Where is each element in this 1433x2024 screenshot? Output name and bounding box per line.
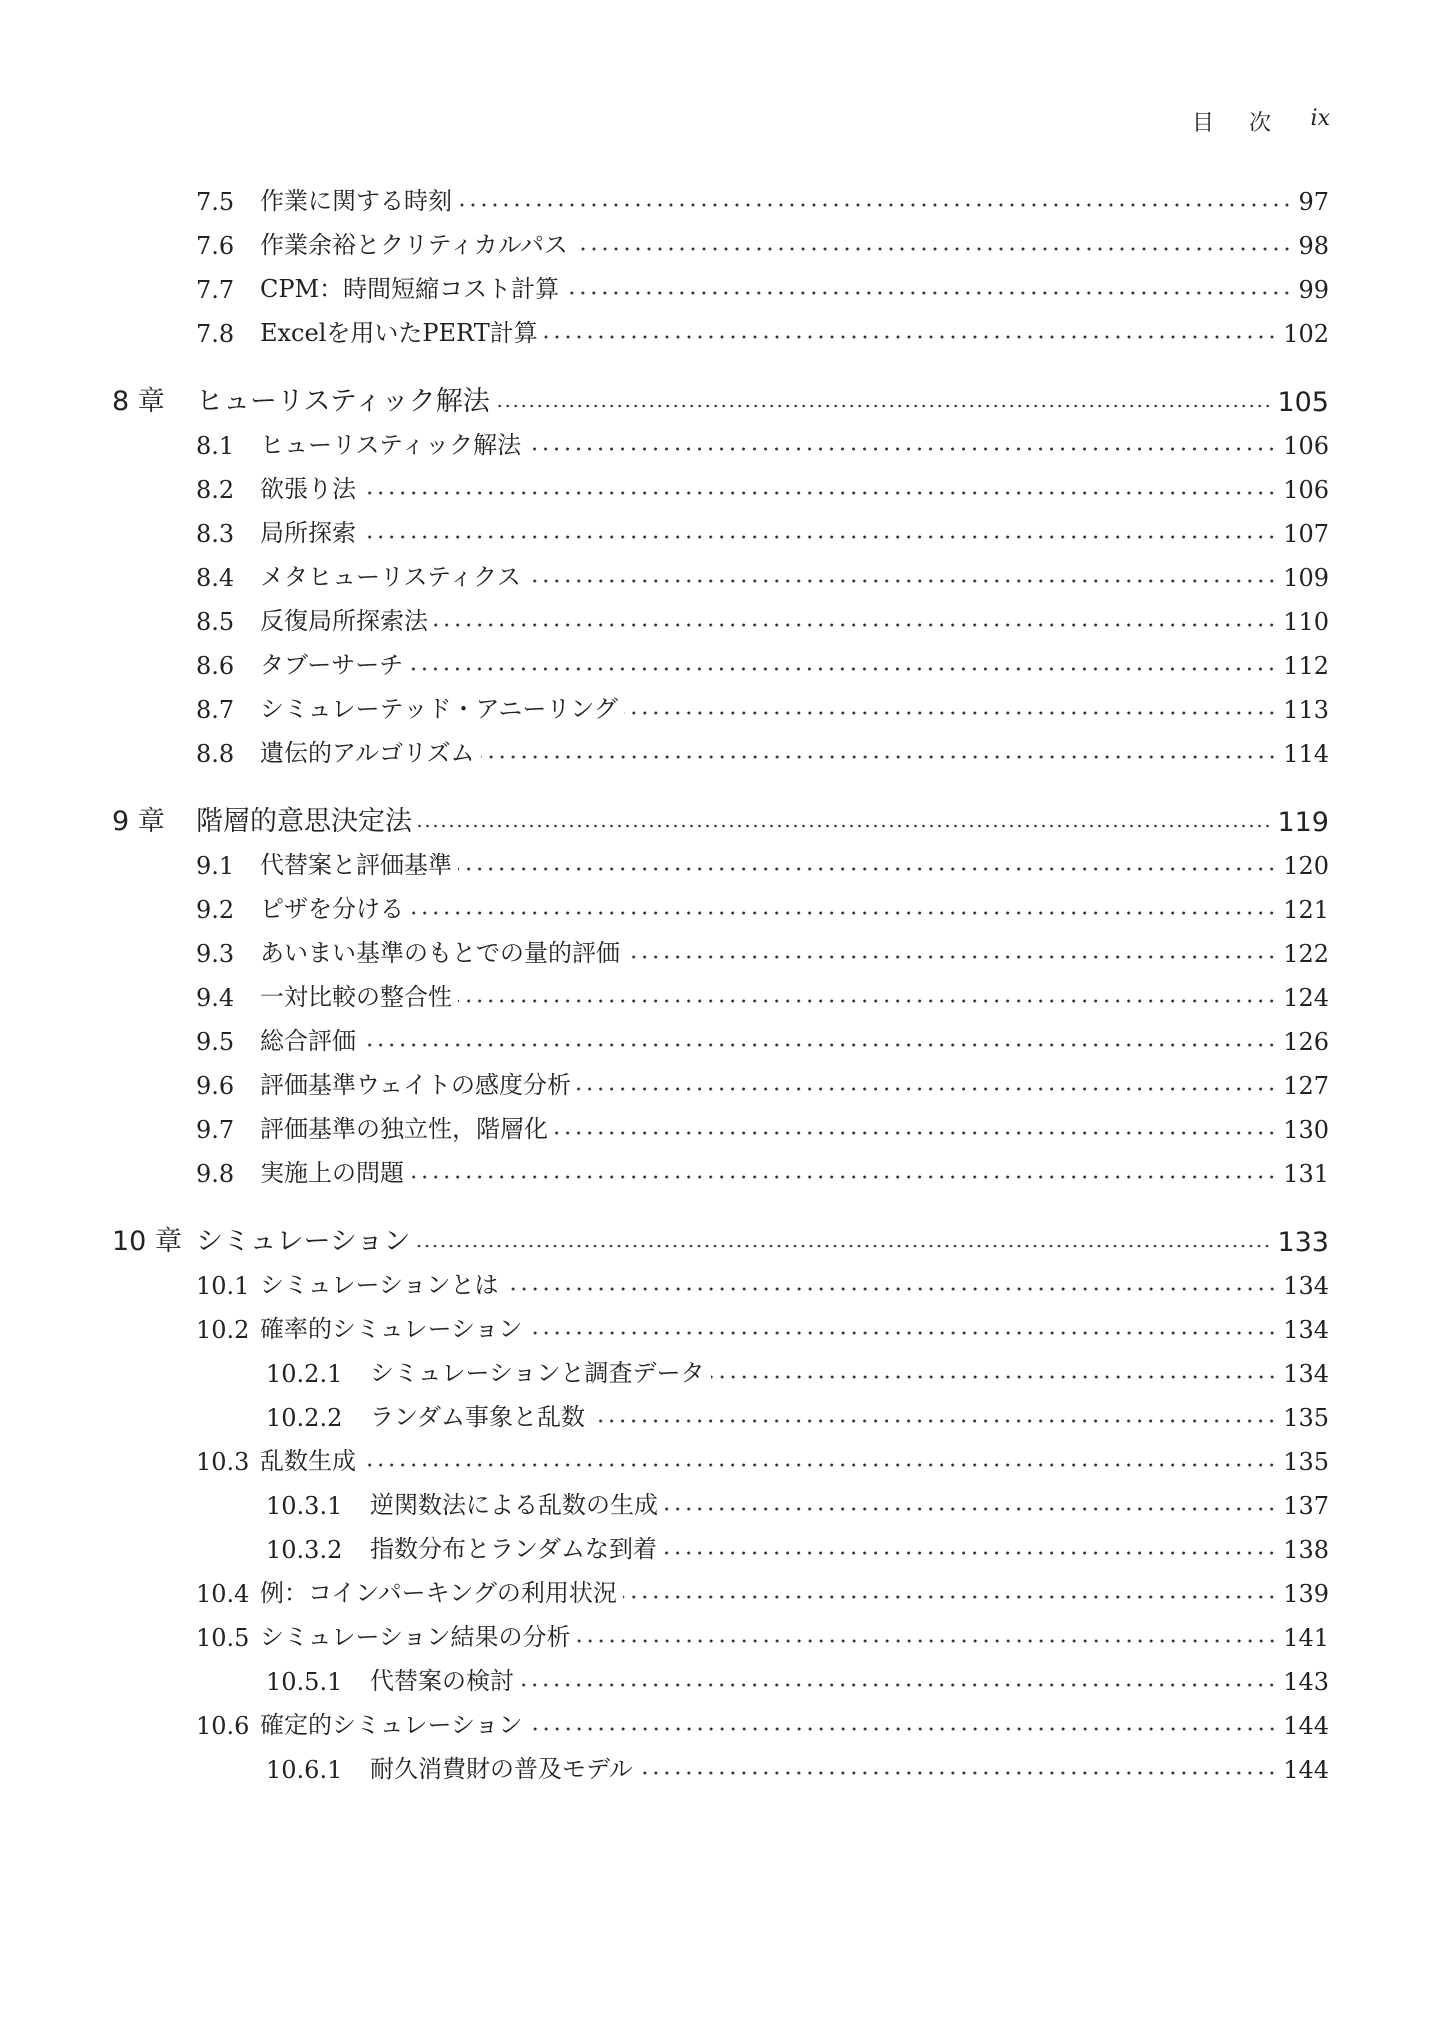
toc-entry-number: 10.2.1 bbox=[266, 1360, 343, 1388]
toc-section-entry bbox=[196, 684, 1329, 724]
toc-entry-page: 144 bbox=[1283, 1712, 1329, 1740]
toc-entry-number: 9.6 bbox=[196, 1072, 235, 1100]
toc-entry-title: 作業に関する時刻 bbox=[260, 187, 452, 215]
toc-entry-title: メタヒューリスティクス bbox=[260, 563, 521, 591]
toc-section-entry bbox=[196, 1700, 1329, 1740]
toc-entry-number: 10.2 bbox=[196, 1316, 250, 1344]
toc-entry-number: 8.7 bbox=[196, 696, 235, 724]
toc-subsection-entry bbox=[266, 1480, 1329, 1520]
toc-entry-number: 10.5.1 bbox=[266, 1668, 343, 1696]
toc-entry-title: シミュレーションと調査データ bbox=[370, 1359, 705, 1387]
toc-entry-number: 9.5 bbox=[196, 1028, 235, 1056]
toc-entry-page: 126 bbox=[1283, 1028, 1329, 1056]
toc-section-entry bbox=[196, 1104, 1329, 1144]
toc-section-entry bbox=[196, 596, 1329, 636]
toc-entry-page: 112 bbox=[1283, 652, 1329, 680]
header-page-number: ix bbox=[1310, 106, 1330, 131]
toc-entry-title: 評価基準ウェイトの感度分析 bbox=[260, 1071, 572, 1099]
toc-subsection-entry bbox=[266, 1524, 1329, 1564]
dot-leader bbox=[362, 1043, 1277, 1047]
toc-entry-page: 122 bbox=[1283, 940, 1329, 968]
toc-entry-title: 確率的シミュレーション bbox=[260, 1315, 523, 1343]
toc-entry-title: 耐久消費財の普及モデル bbox=[370, 1755, 633, 1783]
dot-leader bbox=[529, 1331, 1278, 1335]
toc-entry-number: 8.8 bbox=[196, 740, 235, 768]
toc-entry-page: 107 bbox=[1283, 520, 1329, 548]
toc-entry-page: 109 bbox=[1283, 564, 1329, 592]
toc-entry-number: 8.6 bbox=[196, 652, 235, 680]
dot-leader bbox=[639, 1771, 1277, 1775]
toc-entry-number: 7.5 bbox=[196, 188, 235, 216]
toc-entry-page: 119 bbox=[1277, 807, 1329, 838]
toc-entry-page: 121 bbox=[1283, 896, 1329, 924]
dot-leader bbox=[434, 623, 1277, 627]
toc-section-entry bbox=[196, 420, 1329, 460]
toc-section-entry bbox=[196, 1568, 1329, 1608]
toc-subsection-entry bbox=[266, 1744, 1329, 1784]
toc-entry-number: 10 章 bbox=[112, 1226, 182, 1257]
toc-entry-number: 10.1 bbox=[196, 1272, 250, 1300]
dot-leader bbox=[418, 824, 1271, 828]
toc-section-entry bbox=[196, 464, 1329, 504]
toc-entry-title: 逆関数法による乱数の生成 bbox=[370, 1491, 658, 1519]
dot-leader bbox=[458, 999, 1277, 1003]
toc-section-entry bbox=[196, 1148, 1329, 1188]
toc-entry-page: 120 bbox=[1283, 852, 1329, 880]
toc-entry-page: 102 bbox=[1283, 320, 1329, 348]
toc-entry-page: 138 bbox=[1283, 1536, 1329, 1564]
toc-entry-title: 局所探索 bbox=[260, 519, 356, 547]
toc-entry-title: Excelを用いたPERT計算 bbox=[260, 319, 538, 347]
toc-entry-number: 9.2 bbox=[196, 896, 235, 924]
toc-entry-number: 10.3.2 bbox=[266, 1536, 343, 1564]
toc-section-entry bbox=[196, 176, 1329, 216]
toc-chapter-entry bbox=[112, 1218, 1329, 1258]
toc-entry-title: シミュレーション bbox=[196, 1226, 411, 1257]
toc-entry-title: 例：コインパーキングの利用状況 bbox=[260, 1579, 617, 1607]
dot-leader bbox=[577, 1087, 1277, 1091]
dot-leader bbox=[410, 911, 1277, 915]
dot-leader bbox=[458, 203, 1292, 207]
toc-section-entry bbox=[196, 308, 1329, 348]
toc-entry-page: 130 bbox=[1283, 1116, 1329, 1144]
toc-entry-number: 10.6.1 bbox=[266, 1756, 343, 1784]
toc-subsection-entry bbox=[266, 1348, 1329, 1388]
toc-section-entry bbox=[196, 552, 1329, 592]
toc-subsection-entry bbox=[266, 1392, 1329, 1432]
dot-leader bbox=[458, 867, 1277, 871]
toc-section-entry bbox=[196, 1016, 1329, 1056]
dot-leader bbox=[591, 1419, 1277, 1423]
toc-entry-number: 9.1 bbox=[196, 852, 235, 880]
toc-entry-page: 143 bbox=[1283, 1668, 1329, 1696]
toc-entry-number: 10.3.1 bbox=[266, 1492, 343, 1520]
toc-subsection-entry bbox=[266, 1656, 1329, 1696]
toc-entry-title: シミュレーテッド・アニーリング bbox=[260, 695, 618, 723]
dot-leader bbox=[529, 1727, 1278, 1731]
toc-entry-page: 127 bbox=[1283, 1072, 1329, 1100]
toc-entry-number: 10.3 bbox=[196, 1448, 250, 1476]
toc-entry-number: 10.5 bbox=[196, 1624, 250, 1652]
dot-leader bbox=[527, 447, 1277, 451]
toc-entry-number: 10.4 bbox=[196, 1580, 250, 1608]
toc-entry-title: ヒューリスティック解法 bbox=[196, 386, 490, 417]
dot-leader bbox=[711, 1375, 1278, 1379]
toc-entry-page: 99 bbox=[1298, 276, 1329, 304]
dot-leader bbox=[496, 404, 1272, 408]
toc-entry-page: 135 bbox=[1283, 1404, 1329, 1432]
toc-entry-page: 131 bbox=[1283, 1160, 1329, 1188]
toc-entry-number: 8.1 bbox=[196, 432, 235, 460]
toc-entry-title: 指数分布とランダムな到着 bbox=[370, 1535, 658, 1563]
toc-entry-number: 9.8 bbox=[196, 1160, 235, 1188]
toc-entry-page: 137 bbox=[1283, 1492, 1329, 1520]
toc-entry-page: 134 bbox=[1283, 1316, 1329, 1344]
dot-leader bbox=[520, 1683, 1277, 1687]
toc-entry-title: 総合評価 bbox=[260, 1027, 356, 1055]
toc-entry-page: 134 bbox=[1283, 1360, 1329, 1388]
toc-section-entry bbox=[196, 884, 1329, 924]
toc-entry-title: 代替案と評価基準 bbox=[260, 851, 452, 879]
toc-entry-title: タブーサーチ bbox=[260, 651, 404, 679]
dot-leader bbox=[544, 335, 1277, 339]
toc-entry-number: 9.3 bbox=[196, 940, 235, 968]
dot-leader bbox=[481, 755, 1278, 759]
toc-section-entry bbox=[196, 1612, 1329, 1652]
dot-leader bbox=[362, 1463, 1277, 1467]
toc-entry-number: 9.4 bbox=[196, 984, 235, 1012]
toc-entry-page: 113 bbox=[1283, 696, 1329, 724]
toc-section-entry bbox=[196, 1304, 1329, 1344]
toc-entry-number: 10.2.2 bbox=[266, 1404, 343, 1432]
toc-entry-title: ピザを分ける bbox=[260, 895, 404, 923]
toc-entry-title: 確定的シミュレーション bbox=[260, 1711, 523, 1739]
toc-entry-page: 106 bbox=[1283, 476, 1329, 504]
toc-entry-title: 評価基準の独立性，階層化 bbox=[260, 1115, 548, 1143]
toc-entry-number: 8 章 bbox=[112, 386, 165, 417]
dot-leader bbox=[565, 291, 1292, 295]
toc-entry-page: 124 bbox=[1283, 984, 1329, 1012]
toc-entry-title: シミュレーション結果の分析 bbox=[260, 1623, 571, 1651]
toc-entry-title: 実施上の問題 bbox=[260, 1159, 404, 1187]
dot-leader bbox=[623, 1595, 1277, 1599]
toc-entry-page: 106 bbox=[1283, 432, 1329, 460]
toc-entry-title: あいまい基準のもとでの量的評価 bbox=[260, 939, 620, 967]
toc-chapter-entry bbox=[112, 798, 1329, 838]
toc-section-entry bbox=[196, 264, 1329, 304]
toc-entry-number: 8.5 bbox=[196, 608, 235, 636]
toc-section-entry bbox=[196, 640, 1329, 680]
dot-leader bbox=[362, 535, 1277, 539]
dot-leader bbox=[624, 711, 1277, 715]
dot-leader bbox=[410, 1175, 1277, 1179]
toc-section-entry bbox=[196, 1260, 1329, 1300]
toc-entry-title: 代替案の検討 bbox=[370, 1667, 514, 1695]
toc-section-entry bbox=[196, 840, 1329, 880]
toc-section-entry bbox=[196, 928, 1329, 968]
toc-entry-title: 作業余裕とクリティカルパス bbox=[260, 231, 568, 259]
toc-entry-title: 反復局所探索法 bbox=[260, 607, 428, 635]
toc-section-entry bbox=[196, 728, 1329, 768]
toc-section-entry bbox=[196, 220, 1329, 260]
toc-section-entry bbox=[196, 508, 1329, 548]
toc-entry-number: 8.3 bbox=[196, 520, 235, 548]
dot-leader bbox=[362, 491, 1277, 495]
toc-entry-title: 一対比較の整合性 bbox=[260, 983, 452, 1011]
toc-entry-page: 98 bbox=[1298, 232, 1329, 260]
dot-leader bbox=[554, 1131, 1277, 1135]
toc-entry-page: 97 bbox=[1298, 188, 1329, 216]
dot-leader bbox=[505, 1287, 1278, 1291]
toc-entry-page: 133 bbox=[1277, 1227, 1329, 1258]
dot-leader bbox=[409, 667, 1277, 671]
toc-entry-number: 7.7 bbox=[196, 276, 235, 304]
toc-section-entry bbox=[196, 1060, 1329, 1100]
dot-leader bbox=[527, 579, 1277, 583]
toc-entry-page: 141 bbox=[1283, 1624, 1329, 1652]
toc-entry-page: 135 bbox=[1283, 1448, 1329, 1476]
toc-section-entry bbox=[196, 1436, 1329, 1476]
toc-entry-title: 階層的意思決定法 bbox=[196, 806, 412, 837]
toc-entry-number: 9 章 bbox=[112, 806, 165, 837]
toc-entry-title: シミュレーションとは bbox=[260, 1271, 499, 1299]
toc-entry-title: ヒューリスティック解法 bbox=[260, 431, 522, 459]
toc-entry-number: 9.7 bbox=[196, 1116, 235, 1144]
toc-entry-page: 134 bbox=[1283, 1272, 1329, 1300]
toc-entry-page: 110 bbox=[1283, 608, 1329, 636]
toc-entry-number: 8.2 bbox=[196, 476, 235, 504]
toc-entry-title: 遺伝的アルゴリズム bbox=[260, 739, 475, 767]
toc-entry-page: 105 bbox=[1277, 387, 1329, 418]
dot-leader bbox=[626, 955, 1277, 959]
toc-entry-page: 144 bbox=[1283, 1756, 1329, 1784]
dot-leader bbox=[574, 247, 1293, 251]
toc-entry-title: CPM：時間短縮コスト計算 bbox=[260, 275, 560, 303]
dot-leader bbox=[663, 1551, 1277, 1555]
toc-section-entry bbox=[196, 972, 1329, 1012]
toc-entry-number: 10.6 bbox=[196, 1712, 250, 1740]
toc-entry-page: 139 bbox=[1283, 1580, 1329, 1608]
toc-entry-number: 8.4 bbox=[196, 564, 235, 592]
toc-chapter-entry bbox=[112, 378, 1329, 418]
toc-entry-title: ランダム事象と乱数 bbox=[370, 1403, 586, 1431]
toc-entry-number: 7.6 bbox=[196, 232, 235, 260]
toc-entry-page: 114 bbox=[1283, 740, 1329, 768]
dot-leader bbox=[664, 1507, 1277, 1511]
toc-entry-number: 7.8 bbox=[196, 320, 235, 348]
toc-entry-title: 乱数生成 bbox=[260, 1447, 356, 1475]
toc-entry-title: 欲張り法 bbox=[260, 475, 356, 503]
dot-leader bbox=[416, 1244, 1271, 1248]
header-title: 目 次 bbox=[1192, 111, 1285, 136]
dot-leader bbox=[577, 1639, 1278, 1643]
